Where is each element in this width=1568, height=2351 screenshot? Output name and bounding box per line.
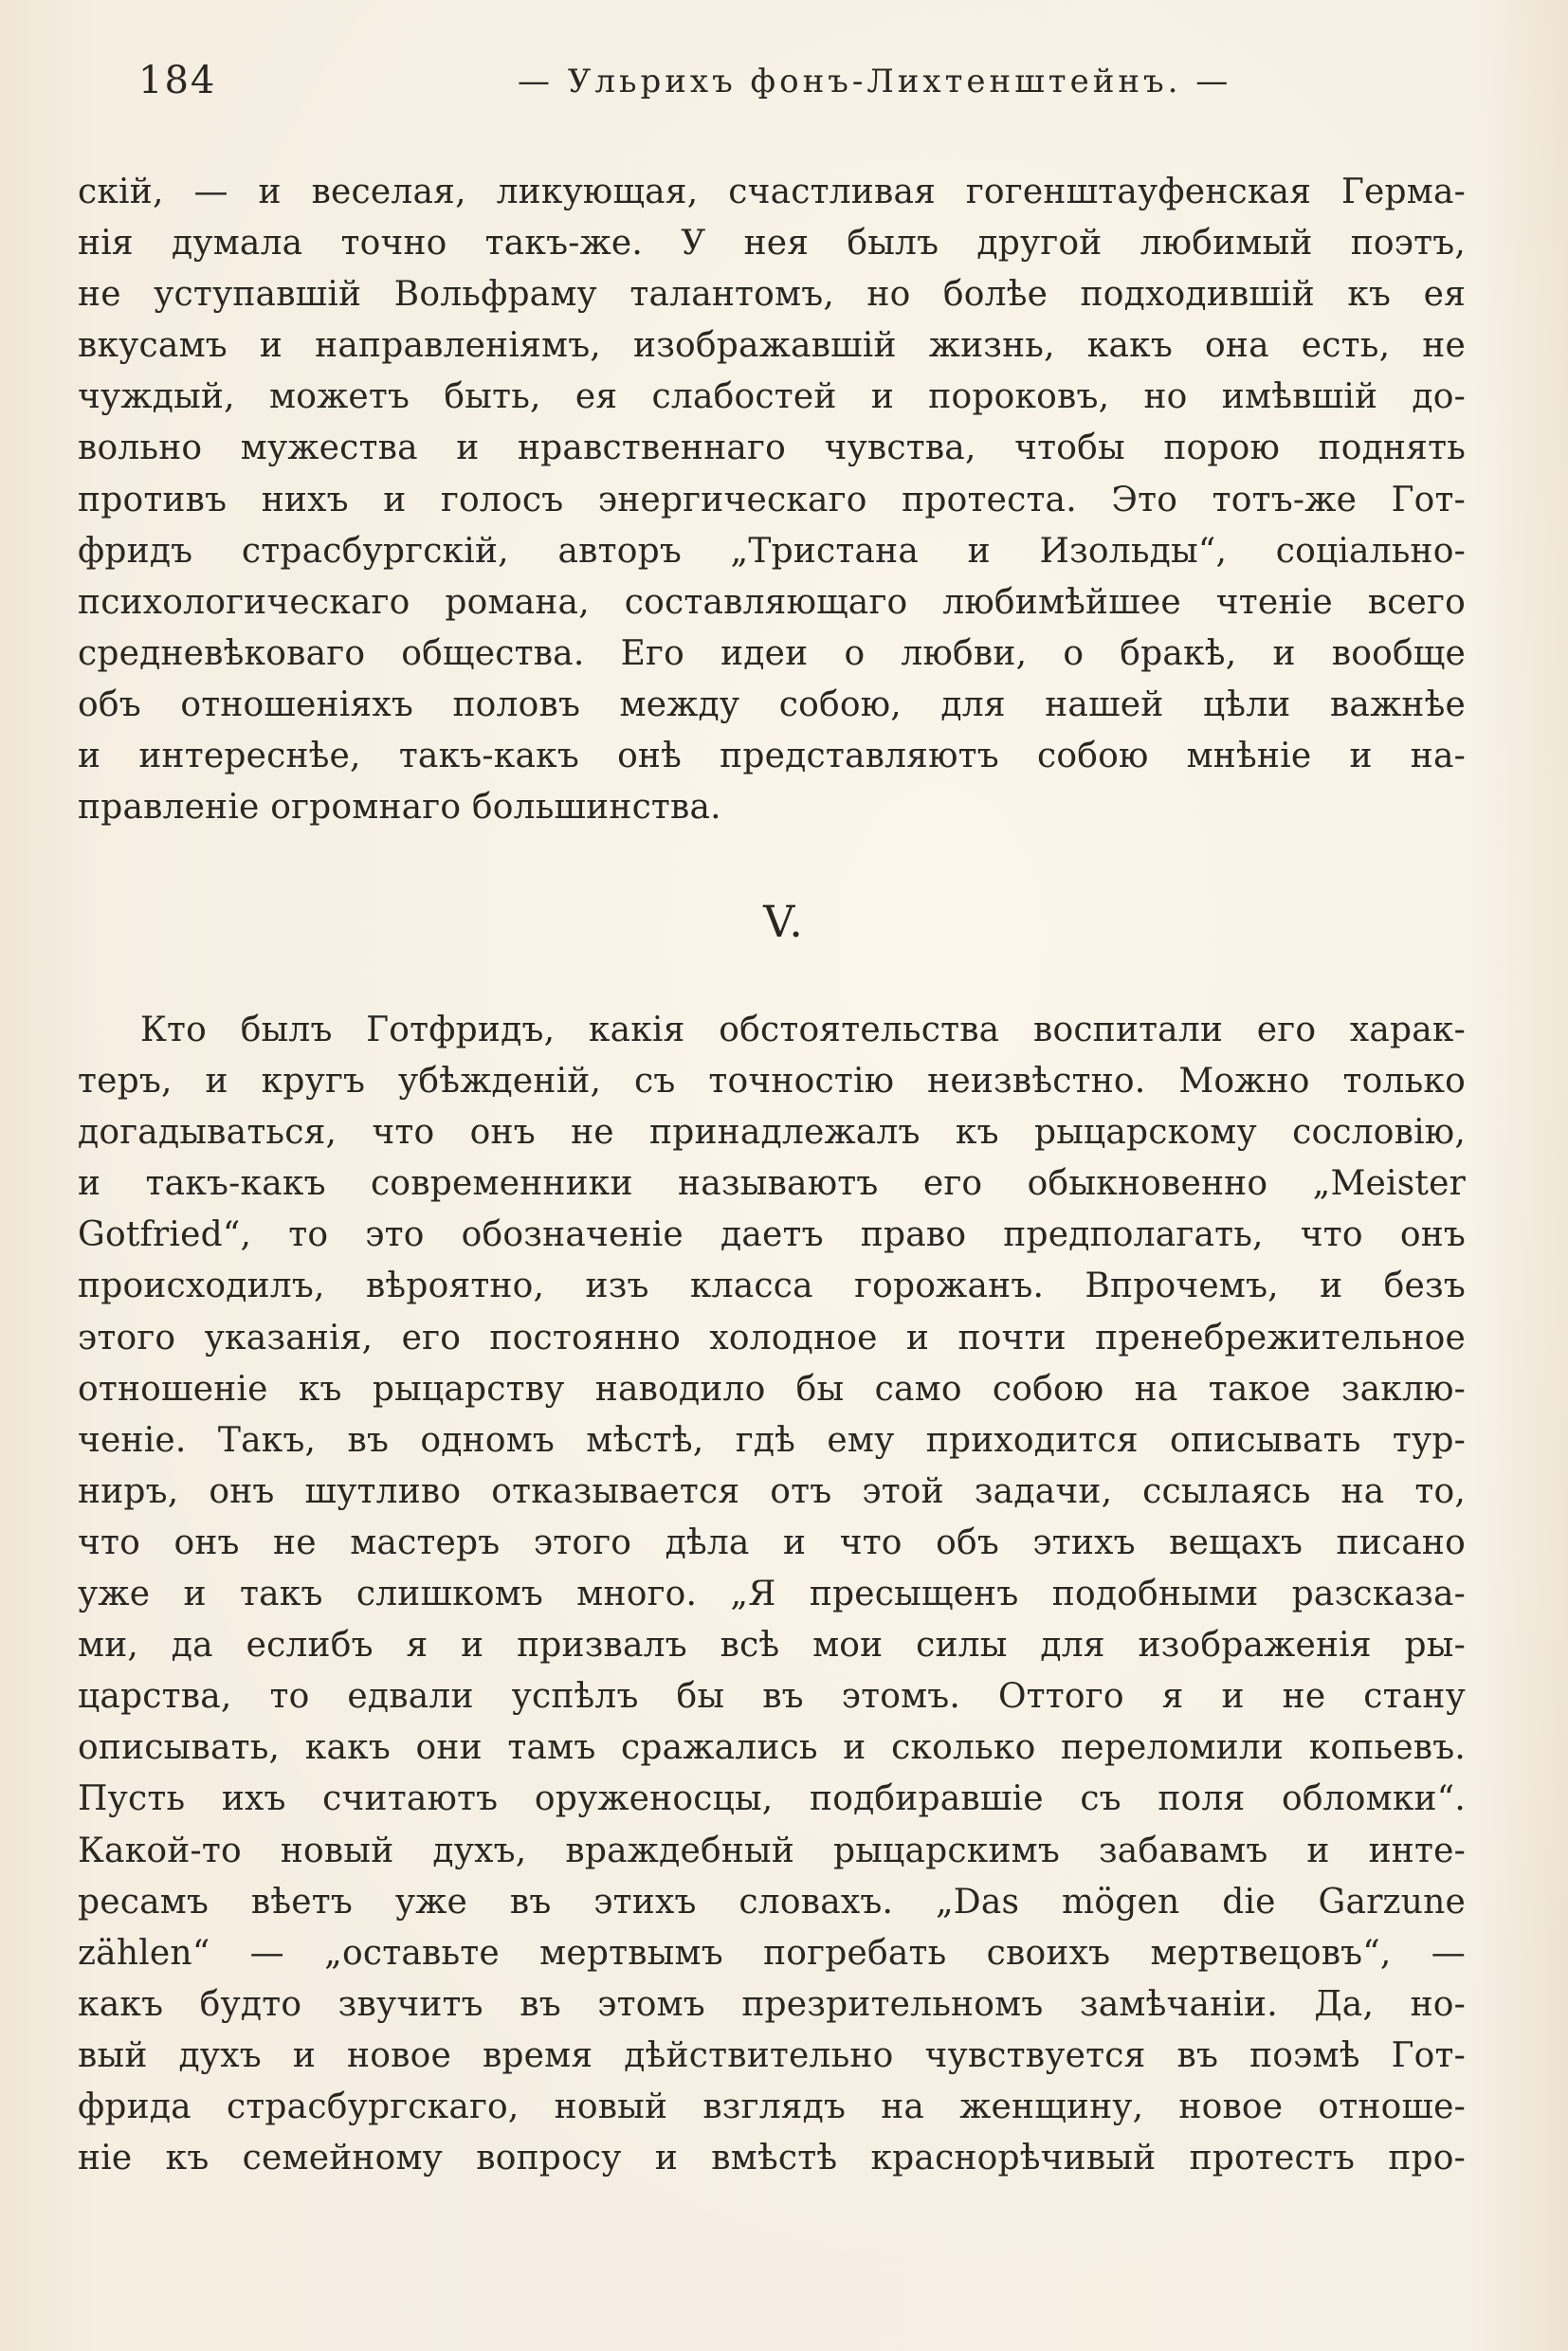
- text-line: правленіе огромнаго большинства.: [78, 788, 721, 828]
- text-line: скій, — и веселая, ликующая, счастливая гогенштауфенская Герма-: [78, 173, 1466, 211]
- text-line: описывать, какъ они тамъ сражались и сколько переломили копьевъ.: [78, 1728, 1466, 1768]
- text-line: Пусть ихъ считаютъ оруженосцы, подбиравшіе съ поля обломки“.: [78, 1779, 1466, 1819]
- text-line: вкусамъ и направленіямъ, изображавшій жизнь, какъ она есть, не: [78, 326, 1466, 366]
- text-line: отношеніе къ рыцарству наводило бы само собою на такое заклю-: [78, 1369, 1466, 1409]
- text-line: нія думала точно такъ-же. У нея былъ другой любимый поэтъ,: [78, 224, 1466, 264]
- text-line: фрида страсбургскаго, новый взглядъ на женщину, новое отноше-: [78, 2087, 1466, 2126]
- text-line: средневѣковаго общества. Его идеи о любви, о бракѣ, и вообще: [78, 633, 1466, 673]
- text-line: ніе къ семейному вопросу и вмѣстѣ краснорѣчивый протестъ про-: [78, 2139, 1466, 2178]
- text-line: не уступавшій Вольфраму талантомъ, но болѣе подходившій къ ея: [78, 275, 1466, 315]
- text-line: что онъ не мастеръ этого дѣла и что объ этихъ вещахъ писано: [78, 1522, 1466, 1562]
- text-line: ниръ, онъ шутливо отказывается отъ этой задачи, ссылаясь на то,: [78, 1471, 1466, 1511]
- text-line: Кто былъ Готфридъ, какія обстоятельства воспитали его харак-: [140, 1011, 1466, 1049]
- text-line: догадываться, что онъ не принадлежалъ къ рыцарскому сословію,: [78, 1113, 1466, 1153]
- text-line: Какой-то новый духъ, враждебный рыцарскимъ забавамъ и инте-: [78, 1831, 1466, 1870]
- text-line: этого указанія, его постоянно холодное и почти пренебрежительное: [78, 1318, 1466, 1358]
- text-line: ченіе. Такъ, въ одномъ мѣстѣ, гдѣ ему приходится описывать тур-: [78, 1420, 1466, 1460]
- paragraph-1: [78, 167, 1466, 833]
- text-line: ресамъ вѣетъ уже въ этихъ словахъ. „Das mögen die Garzune: [78, 1882, 1466, 1922]
- running-title: — Ульрихъ фонъ-Лихтенштейнъ. —: [518, 63, 1232, 100]
- text-line: какъ будто звучитъ въ этомъ презрительномъ замѣчаніи. Да, но-: [78, 1984, 1466, 2024]
- text-line: чуждый, можетъ быть, ея слабостей и пороковъ, но имѣвшій до-: [78, 377, 1466, 417]
- page-header: [138, 59, 1461, 116]
- text-line: объ отношеніяхъ половъ между собою, для нашей цѣли важнѣе: [78, 684, 1466, 724]
- text-line: происходилъ, вѣроятно, изъ класса горожанъ. Впрочемъ, и безъ: [78, 1267, 1466, 1306]
- text-line: фридъ страсбургскій, авторъ „Тристана и Изольды“, соціально-: [78, 531, 1466, 571]
- text-line: вый духъ и новое время дѣйствительно чувствуется въ поэмѣ Гот-: [78, 2035, 1466, 2075]
- paragraph-2: [78, 1005, 1466, 2184]
- text-line: и интереснѣе, такъ-какъ онѣ представляютъ собою мнѣніе и на-: [78, 737, 1466, 776]
- text-line: ми, да еслибъ я и призвалъ всѣ мои силы для изображенія ры-: [78, 1626, 1466, 1666]
- text-line: психологическаго романа, составляющаго любимѣйшее чтеніе всего: [78, 582, 1466, 622]
- text-line: теръ, и кругъ убѣжденій, съ точностію неизвѣстно. Можно только: [78, 1062, 1466, 1102]
- section-heading: V.: [763, 896, 805, 947]
- text-line: вольно мужества и нравственнаго чувства, чтобы порою поднять: [78, 428, 1466, 468]
- page-number: 184: [138, 59, 217, 102]
- text-line: царства, то едвали успѣлъ бы въ этомъ. Оттого я и не стану: [78, 1677, 1466, 1717]
- text-line: Gotfried“, то это обозначеніе даетъ право предполагать, что онъ: [78, 1215, 1466, 1255]
- text-line: противъ нихъ и голосъ энергическаго протеста. Это тотъ-же Гот-: [78, 480, 1466, 519]
- text-line: zählen“ — „оставьте мертвымъ погребать своихъ мертвецовъ“, —: [78, 1933, 1466, 1973]
- text-line: уже и такъ слишкомъ много. „Я пресыщенъ подобными разсказа-: [78, 1575, 1466, 1614]
- text-line: и такъ-какъ современники называютъ его обыкновенно „Meister: [78, 1164, 1466, 1204]
